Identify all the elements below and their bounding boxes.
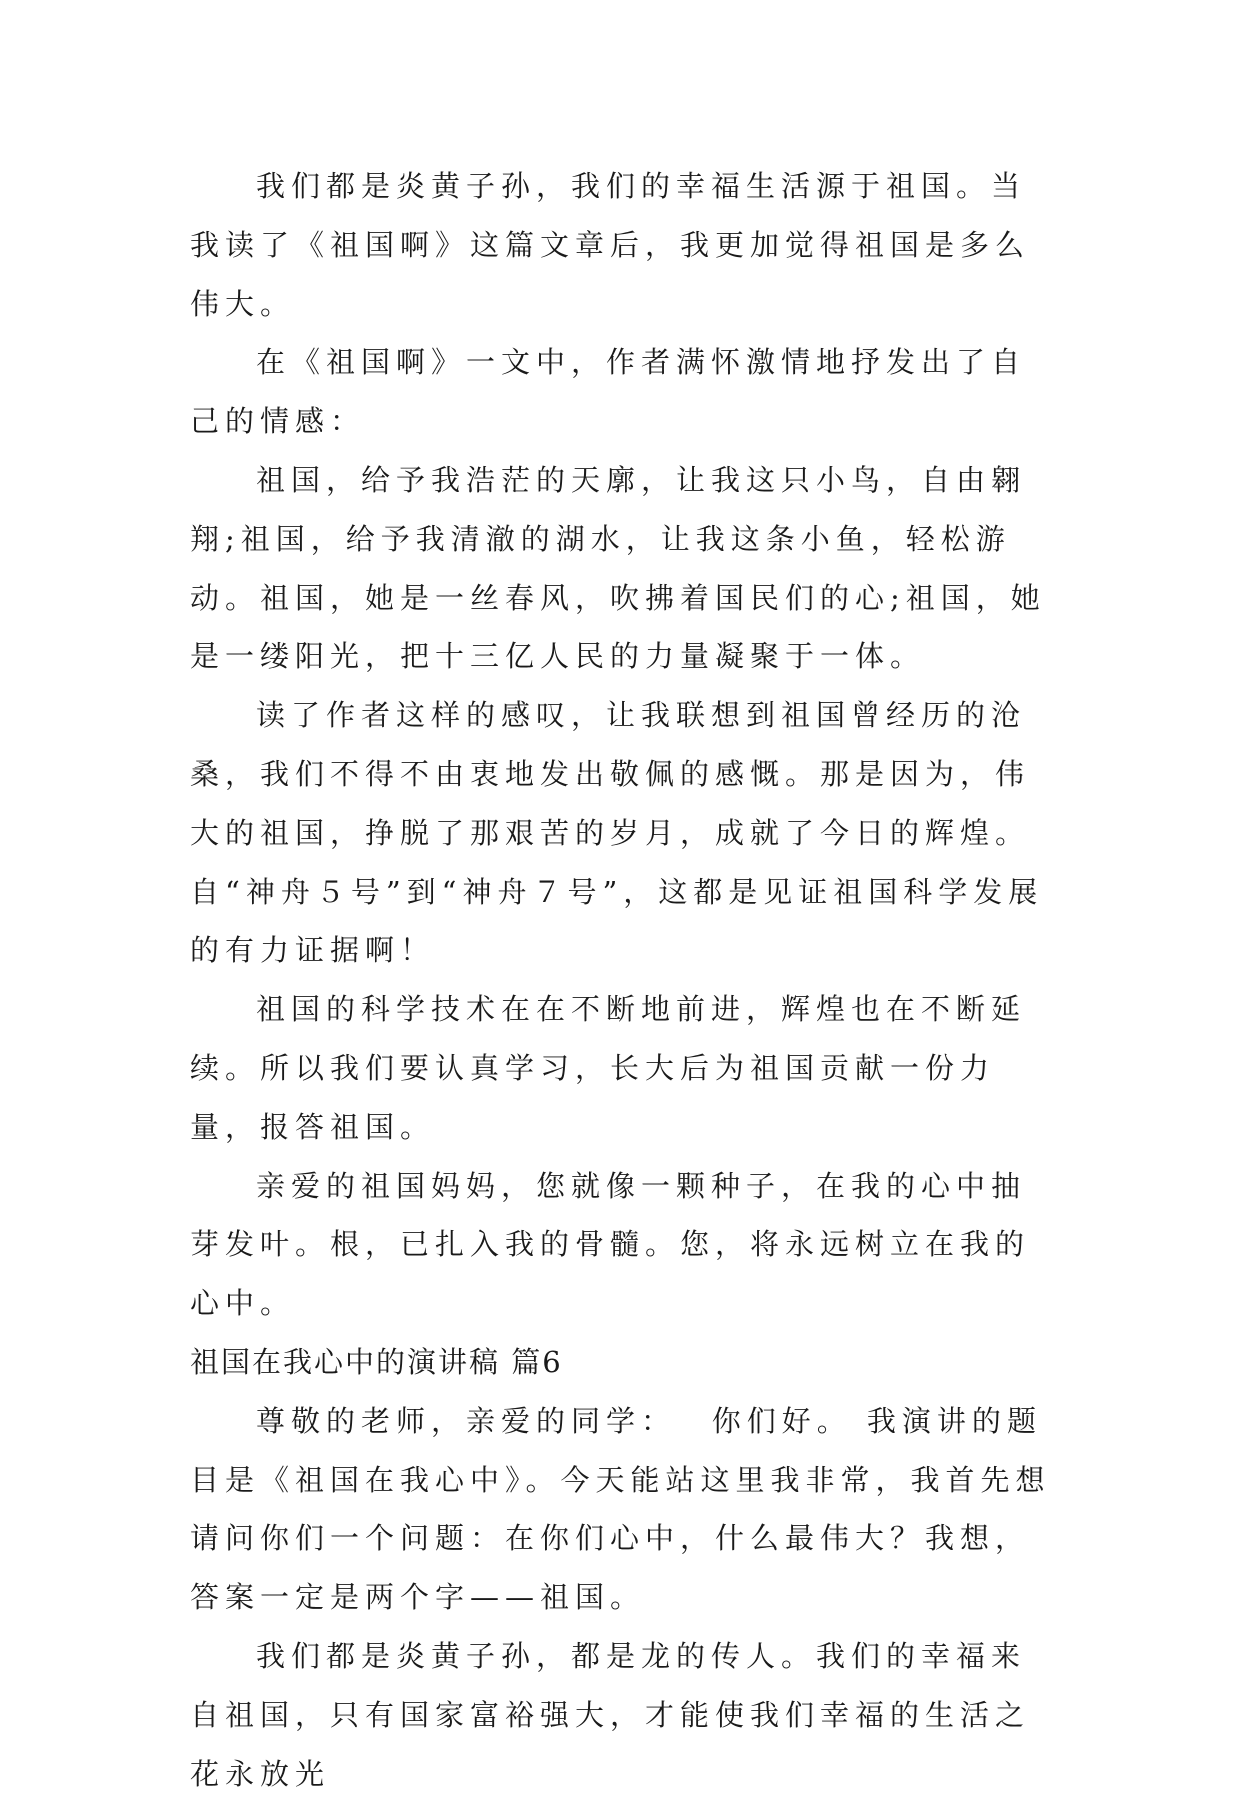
document-body (190, 157, 1060, 1803)
paragraph: 在《祖国啊》一文中，作者满怀激情地抒发出了自己的情感： (190, 345, 1027, 439)
paragraph: 我们都是炎黄子孙，都是龙的传人。我们的幸福来自祖国，只有国家富裕强大，才能使我们幸福的生活之花永放光 (190, 1638, 1031, 1791)
paragraph: 尊敬的老师，亲爱的同学： 你们好。 我演讲的题目是《祖国在我心中》。今天能站这里我非常，我首先想请问你们一个问题：在你们心中，什么最伟大？我想，答案一定是两个字——祖国。 (190, 1403, 1051, 1615)
paragraph: 祖国的科学技术在在不断地前进，辉煌也在不断延续。所以我们要认真学习，长大后为祖国贡献一份力量，报答祖国。 (190, 992, 1027, 1144)
section-heading: 祖国在我心中的演讲稿 篇6 (190, 1344, 563, 1379)
paragraph: 亲爱的祖国妈妈，您就像一颗种子，在我的心中抽芽发叶。根，已扎入我的骨髓。您，将永远树立在我的心中。 (190, 1168, 1031, 1321)
paragraph: 祖国，给予我浩茫的天廓，让我这只小鸟，自由翱翔;祖国，给予我清澈的湖水，让我这条小鱼，轻松游动。祖国，她是一丝春风，吹拂着国民们的心;祖国，她是一缕阳光，把十三亿人民的力量凝聚于一体。 (190, 462, 1046, 674)
paragraph: 读了作者这样的感叹，让我联想到祖国曾经历的沧桑，我们不得不由衷地发出敬佩的感慨。那是因为，伟大的祖国，挣脱了那艰苦的岁月，成就了今日的辉煌。自“神舟５号”到“神舟７号”，这都是见证祖国科学发展的有力证据啊！ (190, 698, 1044, 968)
paragraph: 我们都是炎黄子孙，我们的幸福生活源于祖国。当我读了《祖国啊》这篇文章后，我更加觉得祖国是多么伟大。 (190, 169, 1031, 321)
